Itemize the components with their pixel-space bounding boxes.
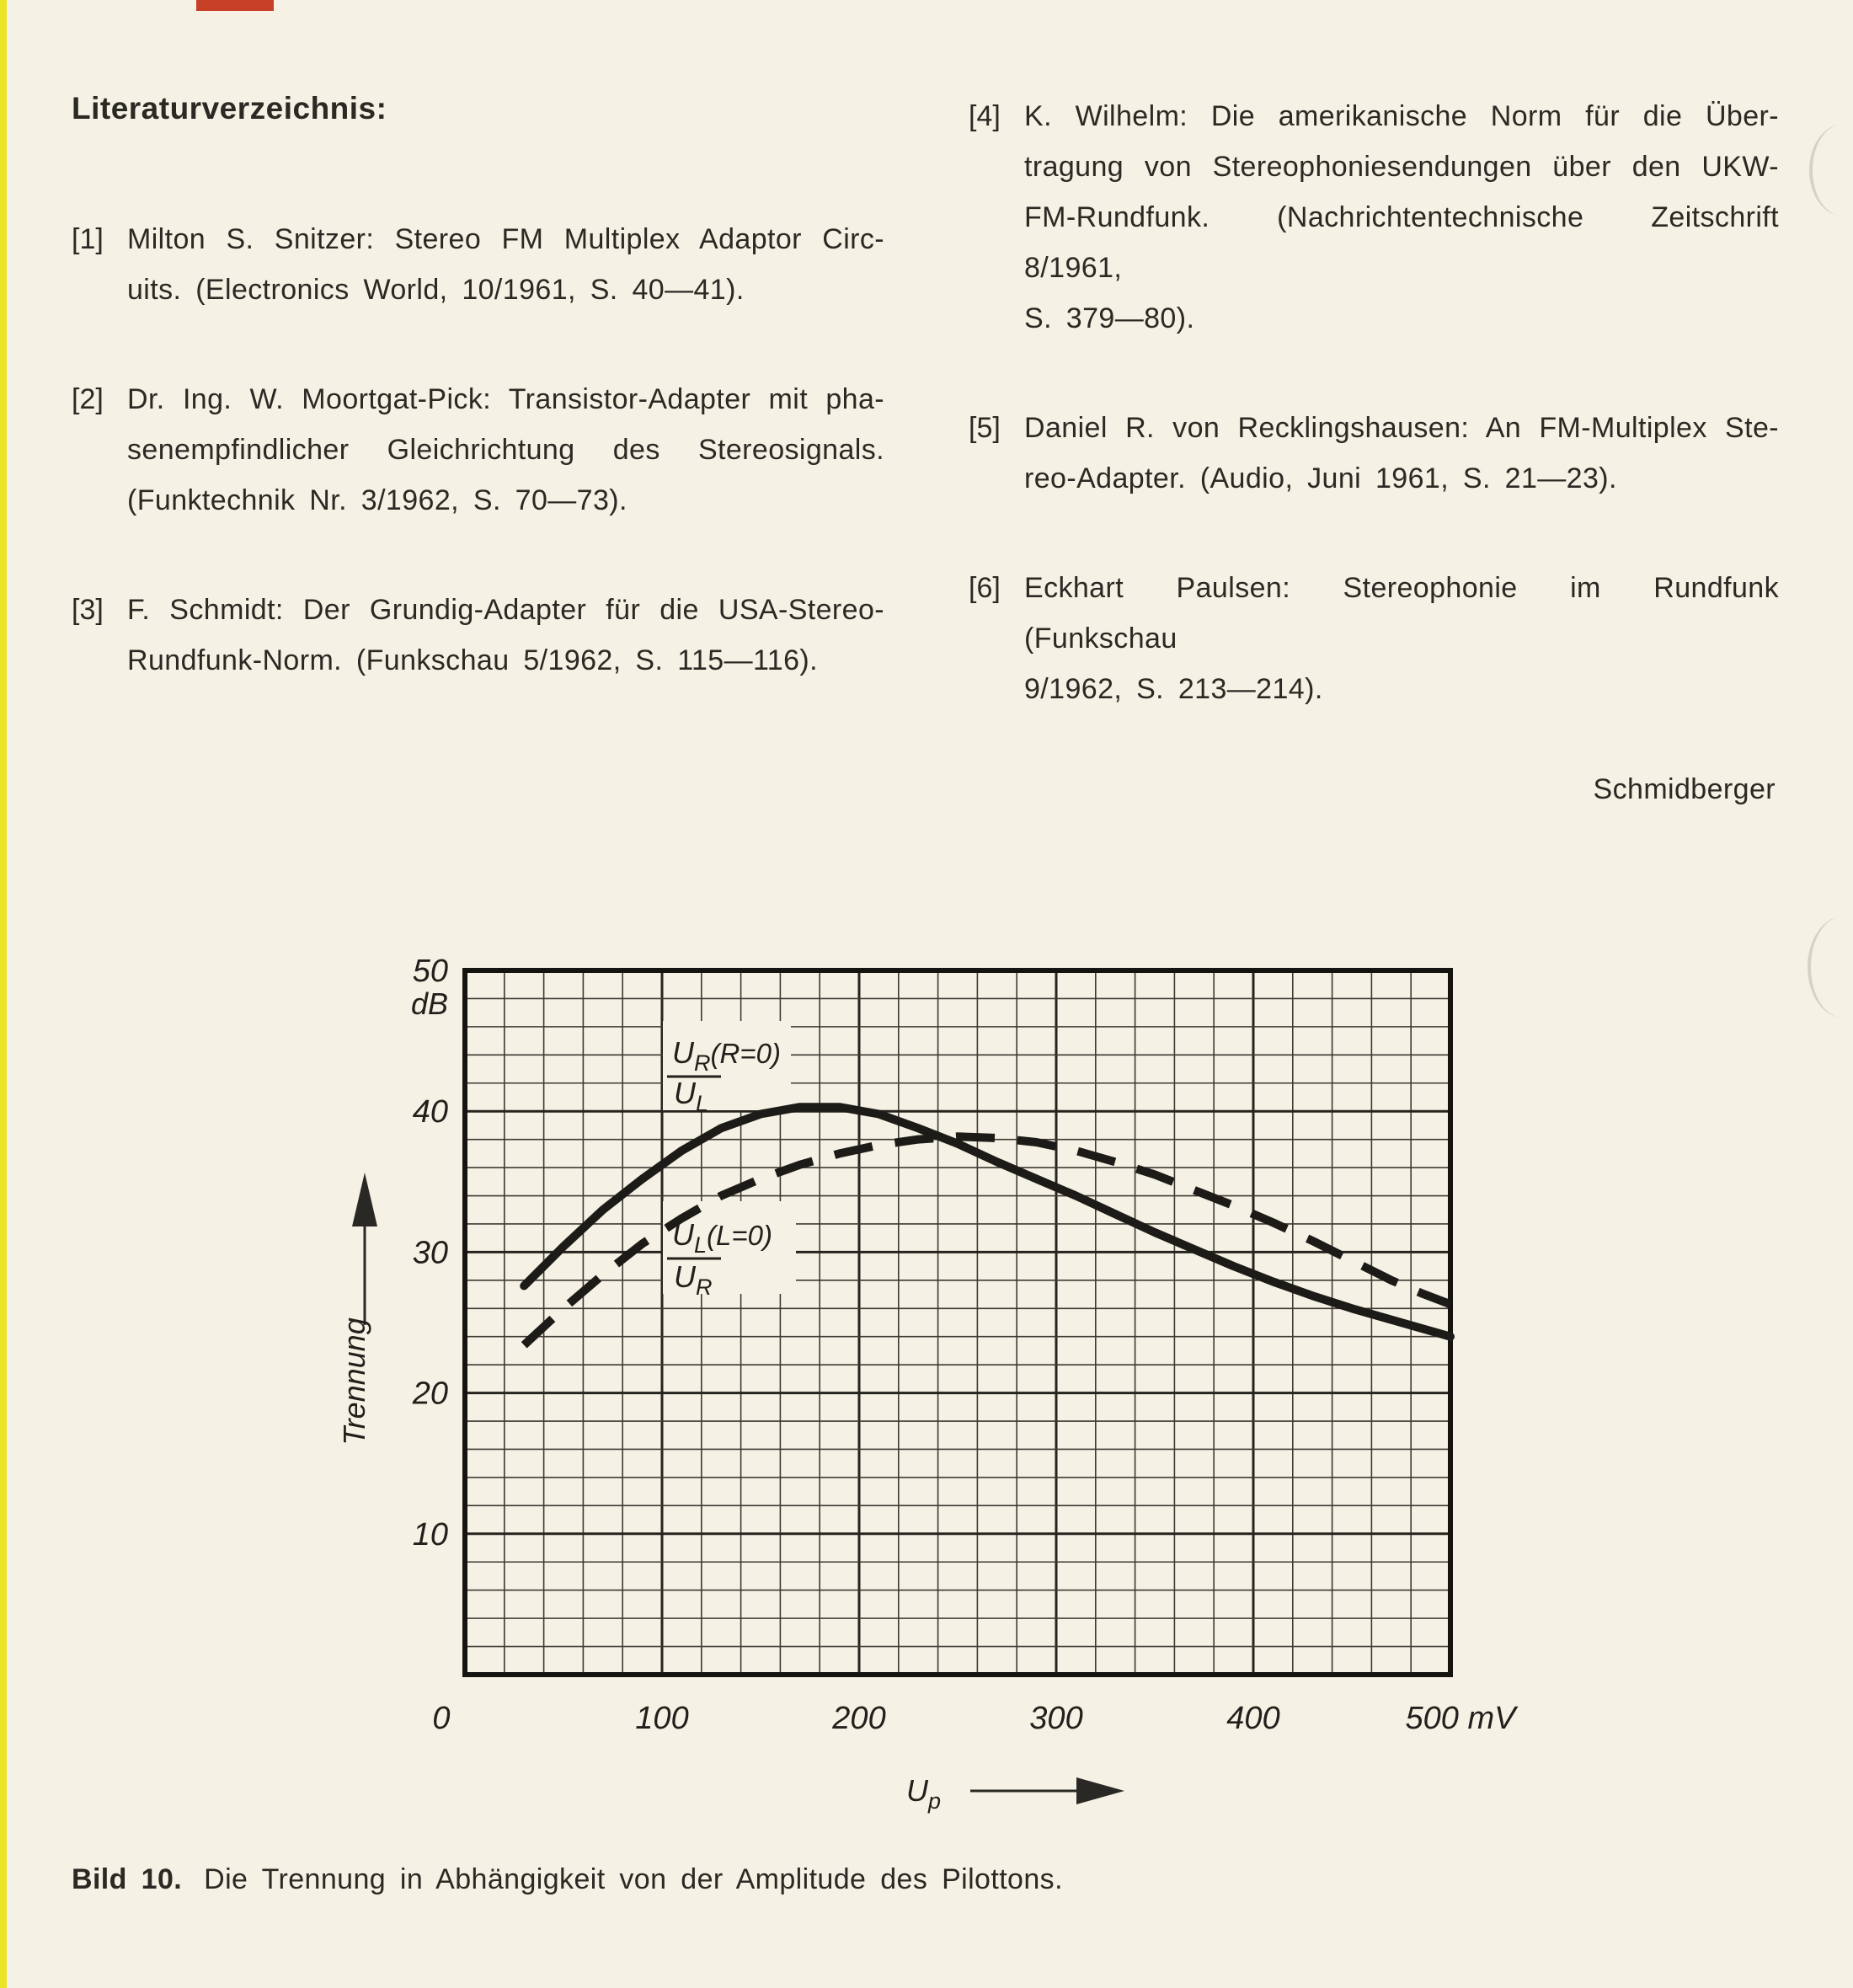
author-signature: Schmidberger: [1593, 773, 1776, 805]
x-axis-arrow-icon: [1076, 1777, 1124, 1804]
y-axis-label-group: [337, 1173, 377, 1446]
y-axis-arrow-icon: [352, 1173, 377, 1226]
reference-number: [6]: [969, 572, 1001, 604]
reference-number: [3]: [72, 594, 104, 626]
reference-entry: [72, 585, 884, 686]
reference-line: F. Schmidt: Der Grundig-Adapter für die USA-Stereo-: [127, 594, 884, 626]
page-edge-yellow-strip: [0, 0, 7, 1988]
reference-line: 9/1962, S. 213—214).: [1024, 673, 1323, 705]
page-curl-mark: [1808, 917, 1853, 1018]
reference-line: S. 379—80).: [1024, 302, 1195, 334]
reference-entry: [969, 563, 1779, 714]
reference-line: Rundfunk-Norm. (Funkschau 5/1962, S. 115—116).: [127, 644, 818, 676]
reference-entry: [72, 374, 884, 526]
x-tick-label: 200: [832, 1701, 886, 1736]
reference-line: (Funktechnik Nr. 3/1962, S. 70—73).: [127, 484, 627, 516]
reference-line: uits. (Electronics World, 10/1961, S. 40—41).: [127, 274, 745, 306]
reference-number: [5]: [969, 412, 1001, 444]
reference-list-left: [72, 214, 884, 686]
y-tick-label: 50: [412, 954, 448, 989]
figure-caption: [72, 1863, 1672, 1896]
y-tick-label: 40: [412, 1094, 448, 1130]
x-axis-label-group: [906, 1773, 1124, 1814]
reference-line: Dr. Ing. W. Moortgat-Pick: Transistor-Adapter mit pha-: [127, 383, 884, 415]
figure-caption-text: Die Trennung in Abhängigkeit von der Amplitude des Pilottons.: [204, 1863, 1063, 1895]
figure-caption-label: Bild 10.: [72, 1863, 183, 1895]
reference-list-right: [969, 91, 1779, 714]
reference-line: Daniel R. von Recklingshausen: An FM-Multiplex Ste-: [1024, 412, 1779, 444]
y-tick-label: 30: [412, 1235, 448, 1271]
figure-chart: [303, 915, 1533, 1833]
chart-plot-border: [465, 970, 1450, 1675]
left-column: [72, 91, 884, 745]
series-label-dashed-denominator: $U_R$: [674, 1259, 713, 1300]
y-tick-label: 10: [412, 1516, 448, 1552]
x-axis-title: $U_p$: [905, 1773, 941, 1814]
x-tick-label: 500 mV: [1405, 1701, 1516, 1736]
bibliography-heading: Literaturverzeichnis:: [72, 91, 387, 126]
x-tick-label: 100: [635, 1701, 689, 1736]
reference-number: [2]: [72, 383, 104, 415]
x-tick-label: 400: [1226, 1701, 1280, 1736]
reference-line: Eckhart Paulsen: Stereophonie im Rundfunk (Funkschau: [1024, 572, 1779, 655]
reference-line: Milton S. Snitzer: Stereo FM Multiplex Adaptor Circ-: [127, 223, 884, 255]
reference-number: [4]: [969, 100, 1001, 132]
series-label-solid: [663, 1021, 791, 1116]
reference-entry: [969, 403, 1779, 504]
y-axis-tick-labels: [411, 954, 448, 1552]
scan-artifact-red-mark: [196, 0, 274, 11]
series-label-dashed-numerator: $U_L(L=0)$: [672, 1217, 772, 1258]
reference-entry: [969, 91, 1779, 344]
series-label-solid-numerator: $U_R(R=0)$: [672, 1035, 781, 1076]
reference-line: K. Wilhelm: Die amerikanische Norm für die Über-: [1024, 100, 1779, 132]
reference-line: FM-Rundfunk. (Nachrichtentechnische Zeitschrift 8/1961,: [1024, 201, 1779, 284]
y-axis-unit-label: dB: [410, 986, 448, 1021]
series-label-solid-denominator: $U_L$: [674, 1076, 709, 1116]
chart-grid: [465, 970, 1450, 1675]
page-curl-mark: [1809, 125, 1853, 216]
y-tick-label: 20: [412, 1376, 448, 1412]
reference-number: [1]: [72, 223, 104, 255]
reference-entry: [72, 214, 884, 315]
reference-line: reo-Adapter. (Audio, Juni 1961, S. 21—23).: [1024, 462, 1617, 494]
x-tick-label: 0: [432, 1701, 451, 1736]
reference-line: senempfindlicher Gleichrichtung des Stereosignals.: [127, 434, 884, 466]
x-axis-tick-labels: [432, 1701, 1519, 1736]
y-axis-title: Trennung: [337, 1317, 371, 1446]
right-column: [969, 91, 1779, 806]
x-tick-label: 300: [1029, 1701, 1083, 1736]
reference-line: tragung von Stereophoniesendungen über den UKW-: [1024, 151, 1779, 183]
